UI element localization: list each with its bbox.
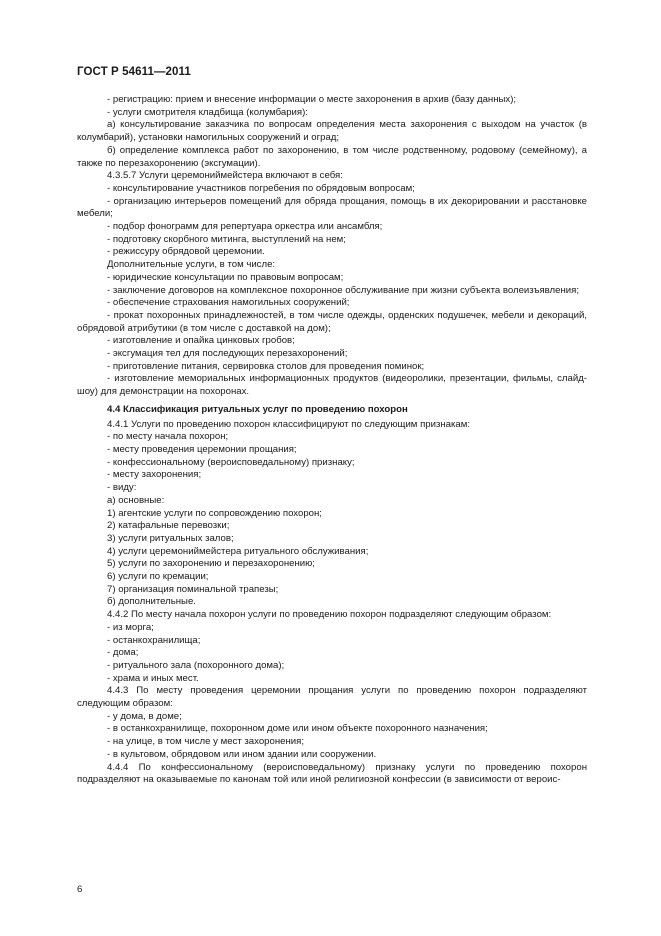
- list-item: - в останкохранилище, похоронном доме или ином объекте похоронного назначения;: [107, 723, 488, 735]
- page-number: 6: [77, 884, 83, 895]
- paragraph: - консультирование участников погребения по обрядовым вопросам;: [107, 182, 415, 194]
- list-item: - месту захоронения;: [107, 469, 202, 481]
- list-item: - в культовом, обрядовом или ином здании или сооружении.: [107, 748, 377, 760]
- paragraph: - прокат похоронных принадлежностей, в том числе одежды, орденских подушечек, мебели и декораций, обрядовой атрибутики (в том числе с доставкой на дом);: [77, 309, 587, 334]
- paragraph: б) определение комплекса работ по захоронению, в том числе родственному, родовому (семейному), а также по перезахоронению (эксгумации).: [77, 144, 587, 169]
- paragraph: - изготовление и опайка цинковых гробов;: [107, 335, 295, 347]
- paragraph: - юридические консультации по правовым вопросам;: [107, 271, 344, 283]
- list-item: - дома;: [107, 647, 139, 659]
- list-item: - храма и иных мест.: [107, 672, 199, 684]
- list-item: - у дома, в доме;: [107, 710, 182, 722]
- paragraph: - подбор фонограмм для репертуара оркестра или ансамбля;: [107, 221, 383, 233]
- paragraph: - изготовление мемориальных информационных продуктов (видеоролики, презентации, фильмы, слайд-шоу) для демонстрации на похоронах.: [77, 373, 587, 398]
- list-item: - конфессиональному (вероисповедальному) признаку;: [107, 456, 355, 468]
- list-item: - ритуального зала (похоронного дома);: [107, 659, 285, 671]
- paragraph: Дополнительные услуги, в том числе:: [107, 259, 276, 271]
- list-item: а) основные:: [107, 494, 165, 506]
- list-item: - по месту начала похорон;: [107, 431, 229, 443]
- list-item: 7) организация поминальной трапезы;: [107, 583, 279, 595]
- list-item: 5) услуги по захоронению и перезахоронению;: [107, 558, 315, 570]
- paragraph: - режиссуру обрядовой церемонии.: [107, 246, 265, 258]
- document-body: [77, 94, 587, 787]
- list-item: - останкохранилища;: [107, 634, 201, 646]
- list-item: - на улице, в том числе у мест захоронения;: [107, 736, 304, 748]
- paragraph: а) консультирование заказчика по вопросам определения места захоронения с выходом на участок (в колумбарий), установки намогильных сооружений и оград;: [77, 119, 587, 144]
- list-item: - виду:: [107, 482, 137, 494]
- list-item: 3) услуги ритуальных залов;: [107, 532, 234, 544]
- list-item: - месту проведения церемонии прощания;: [107, 443, 297, 455]
- list-item: 1) агентские услуги по сопровождению похорон;: [107, 507, 322, 519]
- clause-paragraph: 4.4.3 По месту проведения церемонии прощания услуги по проведению похорон подразделяют следующим образом:: [77, 685, 587, 710]
- paragraph: - приготовление питания, сервировка столов для проведения поминок;: [107, 360, 425, 372]
- paragraph: - организацию интерьеров помещений для обряда прощания, помощь в их декорировании и расстановке мебели;: [77, 195, 587, 220]
- clause-paragraph: 4.4.4 По конфессиональному (вероисповедальному) признаку услуги по проведению похорон подразделяют на оказываемые по канонам той или иной религиозной конфессии (в зависимости от вероис-: [77, 761, 587, 786]
- paragraph: - подготовку скорбного митинга, выступлений на нем;: [107, 233, 346, 245]
- section-heading: 4.4 Классификация ритуальных услуг по проведению похорон: [107, 403, 408, 415]
- list-item: б) дополнительные.: [107, 596, 196, 608]
- clause-paragraph: 4.4.2 По месту начала похорон услуги по проведению похорон подразделяют следующим образом:: [107, 609, 552, 621]
- paragraph: - эксгумация тел для последующих перезахоронений;: [107, 348, 348, 360]
- list-item: 6) услуги по кремации;: [107, 571, 209, 583]
- list-item: 2) катафальные перевозки;: [107, 520, 230, 532]
- clause-paragraph: 4.3.5.7 Услуги церемониймейстера включают в себя:: [107, 170, 343, 182]
- paragraph: - регистрацию: прием и внесение информации о месте захоронения в архив (базу данных);: [107, 94, 517, 105]
- paragraph: - обеспечение страхования намогильных сооружений;: [107, 297, 350, 309]
- list-item: - из морга;: [107, 621, 154, 633]
- paragraph: - услуги смотрителя кладбища (колумбария):: [107, 106, 308, 118]
- document-header: ГОСТ Р 54611—2011: [77, 66, 191, 78]
- clause-paragraph: 4.4.1 Услуги по проведению похорон классифицируют по следующим признакам:: [107, 418, 470, 430]
- list-item: 4) услуги церемониймейстера ритуального обслуживания;: [107, 545, 369, 557]
- paragraph: - заключение договоров на комплексное похоронное обслуживание при жизни субъекта волеизъявления;: [107, 284, 579, 296]
